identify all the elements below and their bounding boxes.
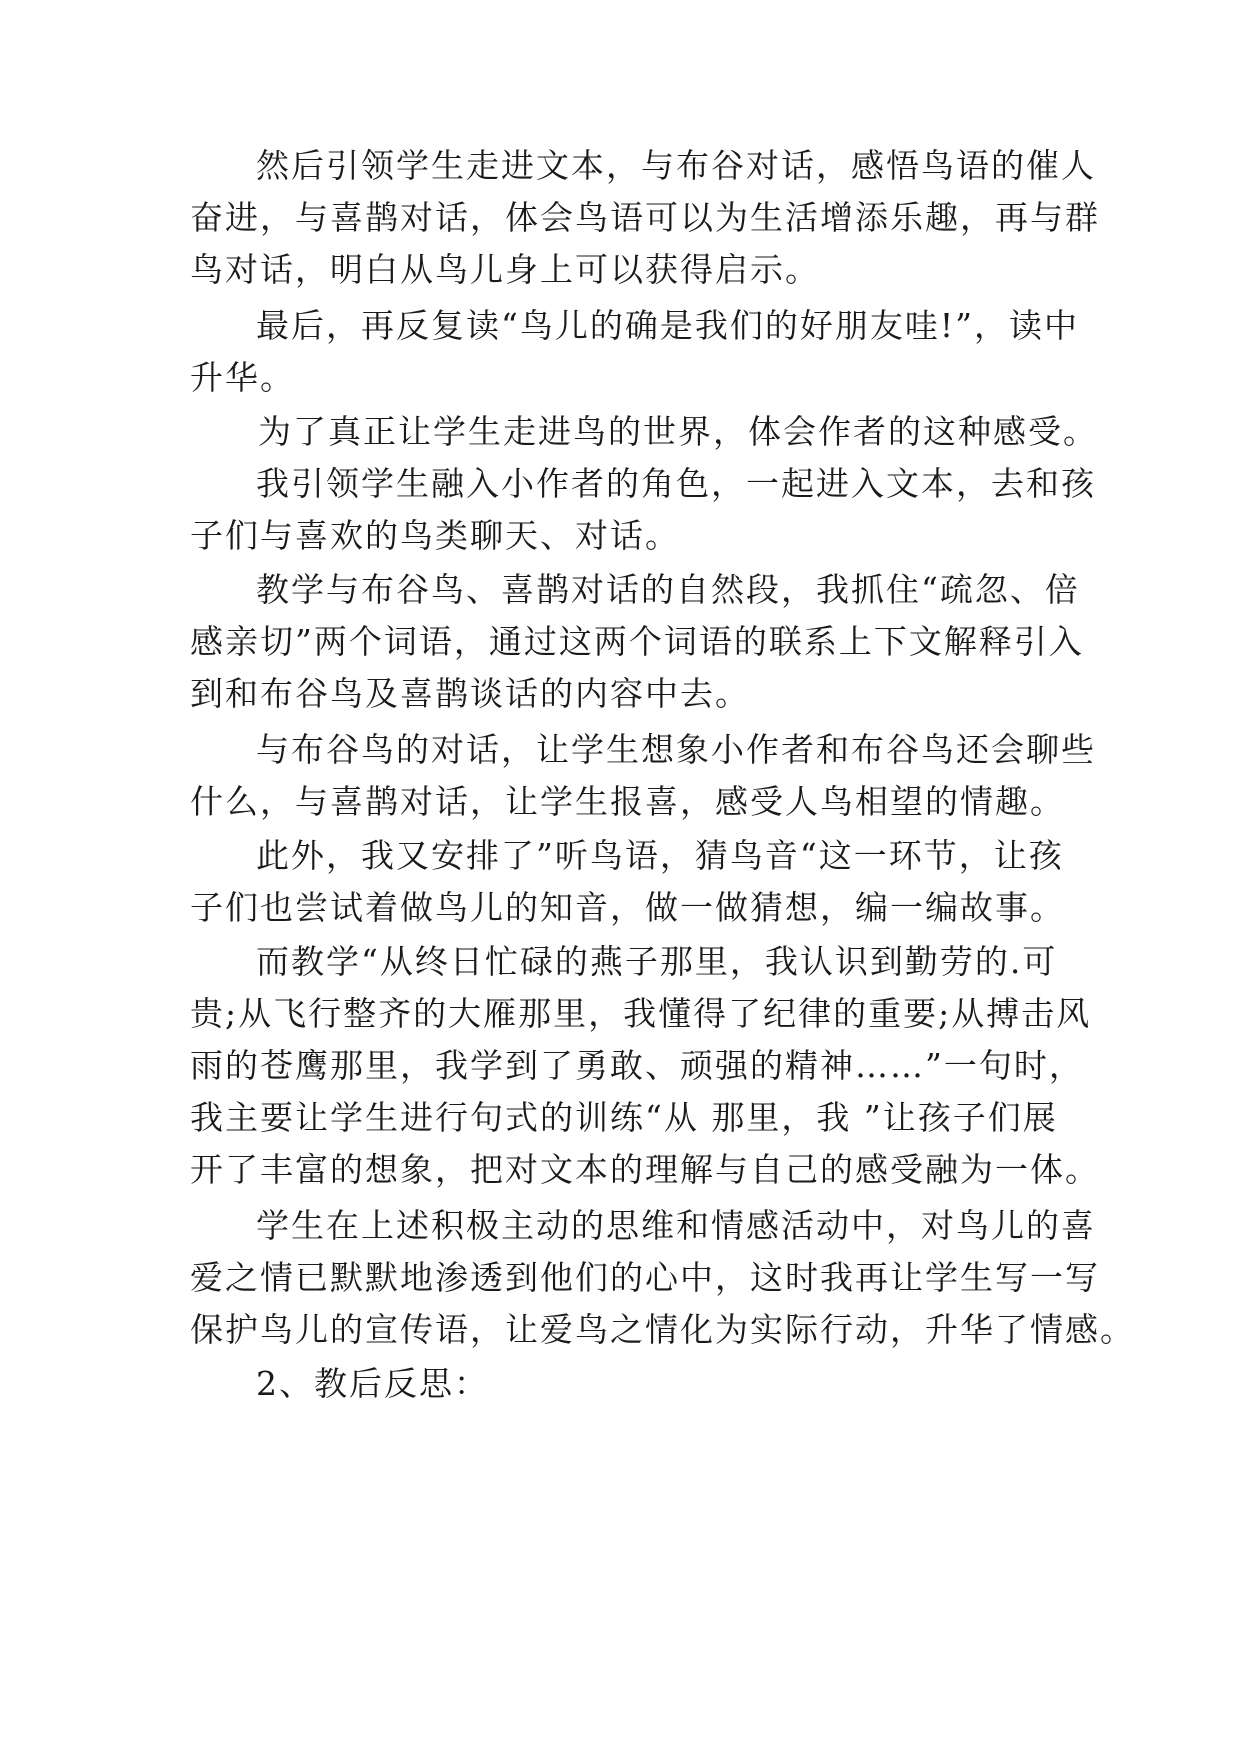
text-line: 爱之情已默默地渗透到他们的心中，这时我再让学生写一写	[190, 1258, 1100, 1297]
text-line: 而教学“从终日忙碌的燕子那里，我认识到勤劳的.可	[256, 942, 1058, 981]
text-line: 鸟对话，明白从鸟儿身上可以获得启示。	[190, 250, 820, 289]
text-line: 然后引领学生走进文本，与布谷对话，感悟鸟语的催人	[256, 146, 1096, 185]
text-line: 什么，与喜鹊对话，让学生报喜，感受人鸟相望的情趣。	[190, 782, 1065, 821]
section-heading: 2、教后反思：	[256, 1364, 489, 1403]
text-line: 感亲切”两个词语，通过这两个词语的联系上下文解释引入	[190, 622, 1084, 661]
text-line: 学生在上述积极主动的思维和情感活动中，对鸟儿的喜	[256, 1206, 1096, 1245]
text-line: 雨的苍鹰那里，我学到了勇敢、顽强的精神……”一句时，	[190, 1046, 1084, 1085]
text-line: 奋进，与喜鹊对话，体会鸟语可以为生活增添乐趣，再与群	[190, 198, 1100, 237]
text-line: 子们也尝试着做鸟儿的知音，做一做猜想，编一编故事。	[190, 888, 1065, 927]
text-line: 为了真正让学生走进鸟的世界，体会作者的这种感受。	[258, 412, 1098, 451]
text-line: 教学与布谷鸟、喜鹊对话的自然段，我抓住“疏忽、倍	[256, 570, 1080, 609]
text-line: 升华。	[190, 358, 295, 397]
text-line: 我主要让学生进行句式的训练“从 那里，我 ”让孩子们展	[190, 1098, 1058, 1137]
text-line: 保护鸟儿的宣传语，让爱鸟之情化为实际行动，升华了情感。	[190, 1310, 1135, 1349]
text-line: 我引领学生融入小作者的角色，一起进入文本，去和孩	[256, 464, 1096, 503]
text-line: 此外，我又安排了”听鸟语，猜鸟音“这一环节，让孩	[256, 836, 1064, 875]
text-line: 与布谷鸟的对话，让学生想象小作者和布谷鸟还会聊些	[256, 730, 1096, 769]
text-line: 最后，再反复读“鸟儿的确是我们的好朋友哇!”，读中	[256, 306, 1080, 345]
text-line: 到和布谷鸟及喜鹊谈话的内容中去。	[190, 674, 750, 713]
text-line: 开了丰富的想象，把对文本的理解与自己的感受融为一体。	[190, 1150, 1100, 1189]
text-line: 贵;从飞行整齐的大雁那里，我懂得了纪律的重要;从搏击风	[190, 994, 1092, 1033]
text-line: 子们与喜欢的鸟类聊天、对话。	[190, 516, 680, 555]
